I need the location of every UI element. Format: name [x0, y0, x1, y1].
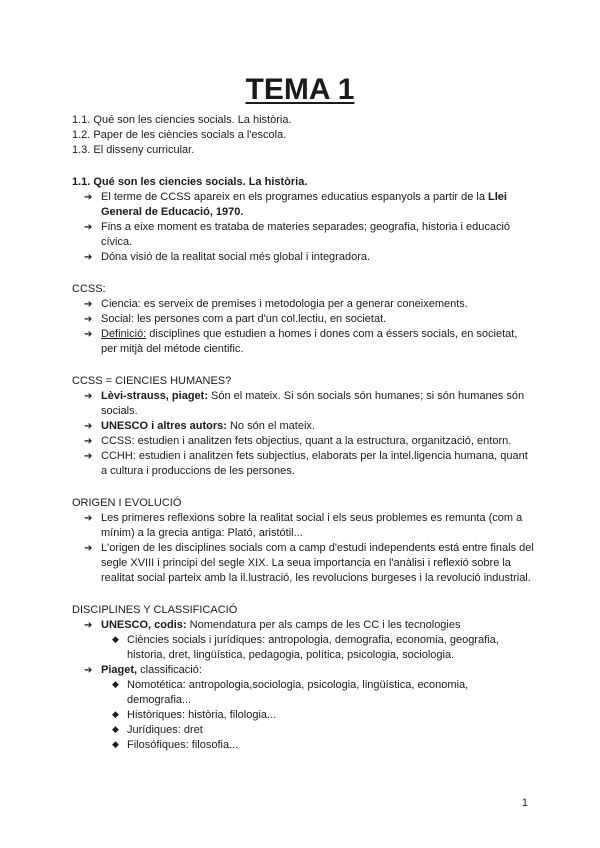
sub-list — [101, 633, 534, 663]
section-heading: ORIGEN I EVOLUCIÓ — [72, 497, 182, 509]
page-title: TEMA 1 — [245, 73, 355, 106]
bullet-list — [72, 511, 534, 586]
sub-list-item: ◆ Jurídiques: dret — [101, 723, 534, 738]
table-of-contents — [72, 113, 534, 158]
list-item: ➔ Dóna visió de la realitat social més global i integradora. — [72, 250, 534, 265]
document-body — [72, 113, 534, 753]
sub-list-item: ◆ Històriques: història, filologia... — [101, 708, 534, 723]
list-item: ➔ UNESCO i altres autors: No són el mateix. — [72, 419, 534, 434]
sub-list-item: ◆ Filosófiques: filosofia... — [101, 738, 534, 753]
list-item: ➔ CCSS: estudien i analitzen fets objectius, quant a la estructura, organització, entorn. — [72, 434, 534, 449]
list-item: ➔ Piaget, classificació: ◆ Nomotética: antropologia,sociologia, psicologia, lingüística, economia, demografia... ◆ Històriques: història, filologia... ◆ Jurídiques: dret ◆ Filosófiques: filosofia... — [72, 663, 534, 753]
toc-item: 1.2. Paper de les ciències socials a l'escola. — [72, 129, 287, 141]
list-item: ➔ L'origen de les disciplines socials com a camp d'estudi independents está entre finals del segle XVIII i principi del segle XIX. La seua importancia en l'anàlisi i reflexió sobre la realitat social parteix amb la il.lustració, les revolucions burgeses i la revolució industrial. — [72, 541, 534, 586]
sub-list — [101, 678, 534, 753]
bullet-list — [72, 618, 534, 753]
sub-list-item: ◆ Nomotética: antropologia,sociologia, psicologia, lingüística, economia, demografia... — [101, 678, 534, 708]
list-item: ➔ Social: les persones com a part d'un col.lectiu, en societat. — [72, 312, 534, 327]
toc-item: 1.3. El disseny curricular. — [72, 144, 195, 156]
bullet-list — [72, 389, 534, 479]
list-item: ➔ Definició: disciplines que estudien a homes i dones com a éssers socials, en societat, per mitjà del métode cientific. — [72, 327, 534, 357]
list-item: ➔ Lèvi-strauss, piaget: Són el mateix. Si són socials són humanes; si són humanes són socials. — [72, 389, 534, 419]
list-item: ➔ UNESCO, codis: Nomendatura per als camps de les CC i les tecnologies ◆ Ciències socials i jurídiques: antropologia, demografia, economia, geografia, historia, dret, lingüística, pedagogia, política, psicologia, sociologia. — [72, 618, 534, 663]
section-heading: DISCIPLINES Y CLASSIFICACIÓ — [72, 604, 238, 616]
sub-list-item: ◆ Ciències socials i jurídiques: antropologia, demografia, economia, geografia, historia, dret, lingüística, pedagogia, política, psicologia, sociologia. — [101, 633, 534, 663]
toc-item: 1.1. Qué son les ciencies socials. La història. — [72, 114, 292, 126]
section-heading: CCSS: — [72, 283, 106, 295]
list-item: ➔ Ciencia: es serveix de premises i metodologia per a generar coneixements. — [72, 297, 534, 312]
page-number: 1 — [521, 797, 528, 809]
bullet-list — [72, 190, 534, 265]
list-item: ➔ Les primeres reflexions sobre la realitat social i els seus problemes es remunta (com a mínim) a la grecia antiga: Plató, aristótil... — [72, 511, 534, 541]
list-item: ➔ El terme de CCSS apareix en els programes educatius espanyols a partir de la Llei General de Educació, 1970. — [72, 190, 534, 220]
list-item: ➔ CCHH: estudien i analitzen fets subjectius, elaborats per la intel.ligencia humana, quant a cultura i produccions de les persones. — [72, 449, 534, 479]
list-item: ➔ Fins a eixe moment es trataba de materies separades; geografia, historia i educació cívica. — [72, 220, 534, 250]
section-heading: CCSS = CIENCIES HUMANES? — [72, 375, 232, 387]
section-heading: 1.1. Qué son les ciencies socials. La història. — [72, 176, 308, 188]
bullet-list — [72, 297, 534, 357]
